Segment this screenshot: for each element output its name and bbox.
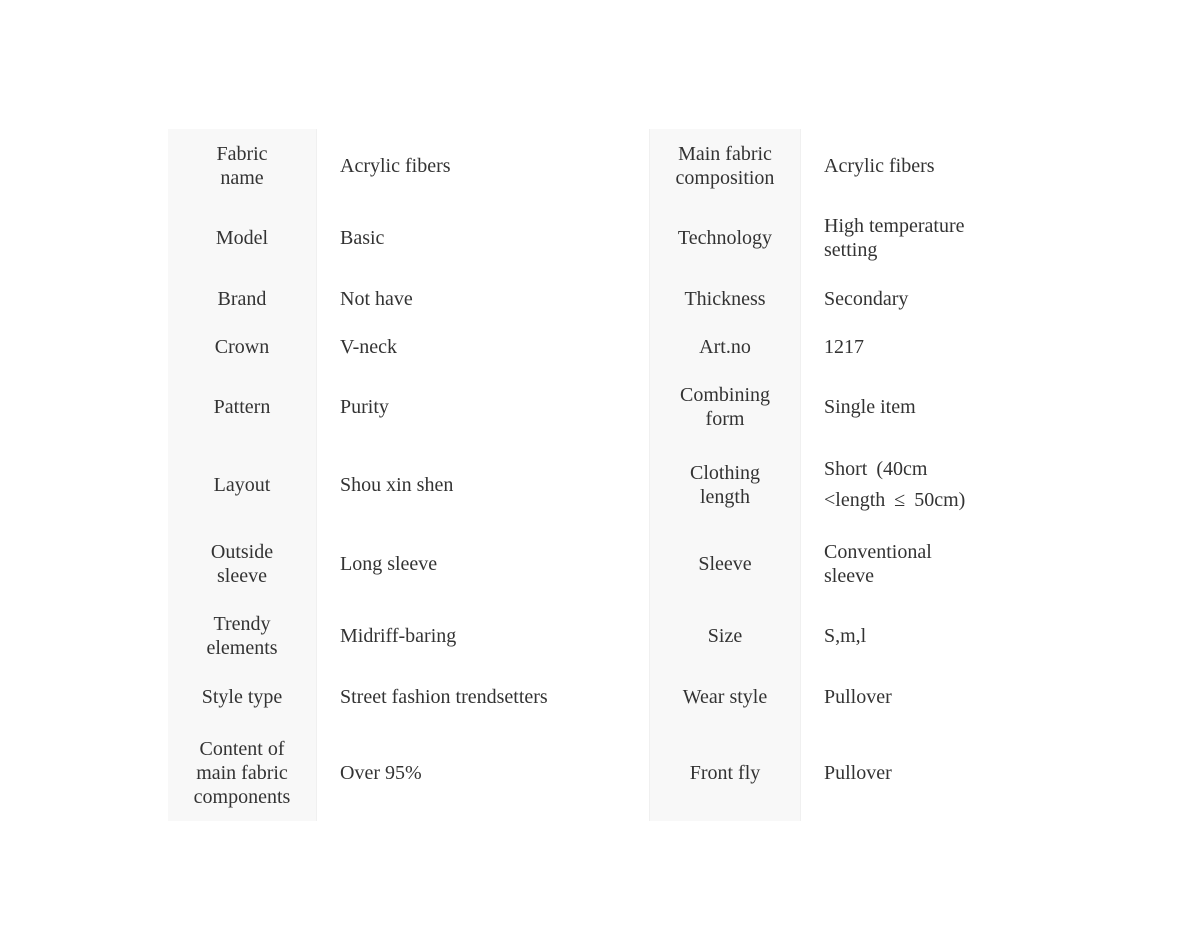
spec-label [649,273,801,325]
spec-value-text: Midriff-baring [340,625,457,647]
spec-label-text: Front fly [689,762,761,784]
spec-value [801,203,1001,273]
spec-value-text: Acrylic fibers [824,155,935,177]
spec-value [801,603,1001,669]
spec-value [801,445,1001,525]
spec-label [168,325,317,369]
spec-value [801,129,1001,203]
spec-label-text: Wear style [682,686,768,708]
spec-value [317,369,649,445]
spec-value-text: Secondary [824,288,909,310]
spec-label [649,325,801,369]
spec-label-text: Thickness [684,288,766,310]
spec-value-text: Basic [340,227,385,249]
spec-label [168,273,317,325]
spec-label-text: Size [707,625,743,647]
spec-label-text: Brand [217,288,267,310]
spec-value-text: Long sleeve [340,553,438,575]
spec-value [801,669,1001,725]
spec-value [317,203,649,273]
spec-value [317,525,649,603]
spec-value-text: 1217 [824,336,864,358]
spec-value-text: Conventional sleeve [824,541,932,587]
spec-label-text: Pattern [213,396,271,418]
spec-label [649,203,801,273]
spec-value-text: Over 95% [340,762,422,784]
spec-value-text: S,m,l [824,625,867,647]
spec-value [801,325,1001,369]
spec-label-text: Clothing length [689,462,760,508]
spec-value-text: Pullover [824,762,892,784]
spec-value [317,325,649,369]
spec-label-text: Outside sleeve [210,541,274,587]
spec-label-text: Combining form [679,384,770,430]
spec-label [649,525,801,603]
spec-value-text: Pullover [824,686,892,708]
spec-label [168,725,317,821]
spec-value-text: Single item [824,396,916,418]
spec-value [317,273,649,325]
spec-value-text: High temperature setting [824,215,965,261]
spec-label [649,603,801,669]
spec-value [317,725,649,821]
spec-value-text: Street fashion trendsetters [340,686,548,708]
spec-label-text: Trendy elements [206,613,278,659]
spec-label [649,669,801,725]
spec-label [649,725,801,821]
spec-label [649,369,801,445]
spec-value [317,129,649,203]
spec-value [801,369,1001,445]
spec-label-text: Sleeve [698,553,752,575]
spec-label-text: Layout [213,474,271,496]
spec-value [317,669,649,725]
product-spec-table [168,129,1001,821]
spec-label-text: Content of main fabric components [193,738,291,808]
spec-label-text: Style type [201,686,283,708]
spec-label [168,129,317,203]
spec-label-text: Main fabric composition [675,143,775,189]
spec-label [168,369,317,445]
spec-label-text: Model [215,227,269,249]
spec-label [649,129,801,203]
spec-value-text: Purity [340,396,389,418]
spec-label [649,445,801,525]
spec-label [168,603,317,669]
spec-value [801,273,1001,325]
spec-label [168,445,317,525]
spec-value-text: Short (40cm <length ≤ 50cm) [824,458,966,511]
spec-value [317,603,649,669]
spec-value [801,525,1001,603]
spec-value [801,725,1001,821]
spec-label-text: Crown [214,336,270,358]
spec-label-text: Technology [677,227,773,249]
spec-label [168,525,317,603]
spec-value [317,445,649,525]
spec-value-text: Not have [340,288,413,310]
spec-label-text: Fabric name [216,143,268,189]
spec-value-text: Acrylic fibers [340,155,451,177]
spec-value-text: Shou xin shen [340,474,454,496]
spec-value-text: V-neck [340,336,398,358]
spec-label-text: Art.no [699,336,751,358]
spec-label [168,669,317,725]
spec-label [168,203,317,273]
